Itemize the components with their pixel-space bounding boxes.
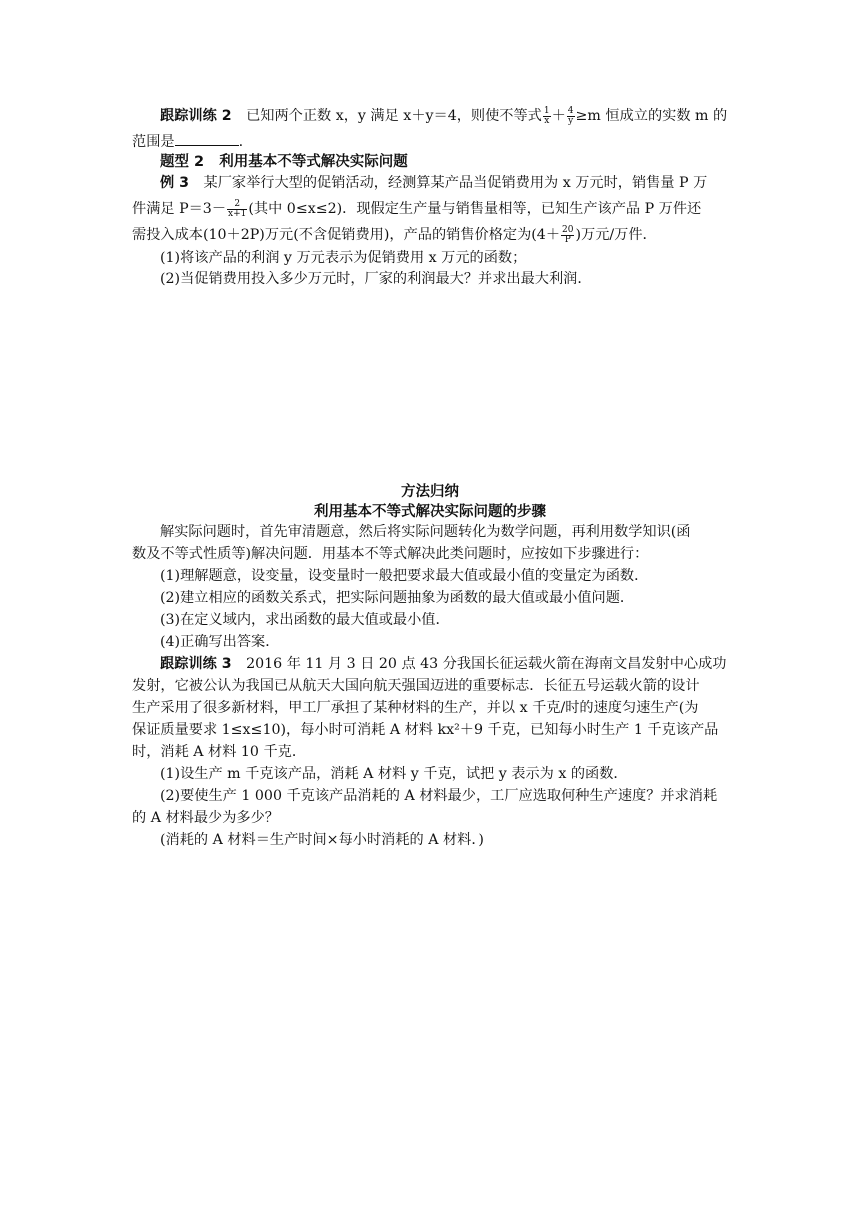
example3-text-1: 某厂家举行大型的促销活动，经测算某产品当促销费用为 x 万元时，销售量 P 万 bbox=[203, 175, 708, 191]
method-subtitle: 利用基本不等式解决实际问题的步骤 bbox=[314, 504, 546, 520]
example3-question-2: (2)当促销费用投入多少万元时，厂家的利润最大？并求出最大利润． bbox=[160, 271, 592, 287]
practice3-question-2-line2: 的 A 材料最少为多少？ bbox=[132, 810, 279, 826]
practice2-line1 bbox=[0, 105, 860, 127]
practice3-line4: 保证质量要求 1≤x≤10)，每小时可消耗 A 材料 kx²＋9 千克，已知每小时生产 1 千克该产品 bbox=[132, 722, 719, 738]
practice3-line1: 跟踪训练 3 2016 年 11 月 3 日 20 点 43 分我国长征运载火箭在海南文昌发射中心成功 bbox=[160, 656, 727, 672]
example3-line1 bbox=[0, 172, 860, 194]
practice2-range-label: 范围是 bbox=[132, 134, 175, 150]
practice3-line3: 生产采用了很多新材料，甲工厂承担了某种材料的生产，并以 x 千克/时的速度匀速生产(为 bbox=[132, 700, 699, 716]
example3-label: 例 3 bbox=[160, 175, 189, 191]
practice3-line2: 发射，它被公认为我国已从航天大国向航天强国迈进的重要标志．长征五号运载火箭的设计 bbox=[132, 678, 700, 694]
practice3-line5: 时，消耗 A 材料 10 千克． bbox=[132, 744, 307, 760]
practice2-line2: 范围是 . bbox=[0, 131, 860, 153]
method-step-1: (1)理解题意，设变量，设变量时一般把要求最大值或最小值的变量定为函数． bbox=[160, 568, 649, 584]
method-step-3: (3)在定义域内，求出函数的最大值或最小值． bbox=[160, 612, 450, 628]
practice2-fraction-1: $\frac{1}{x}$ bbox=[543, 105, 550, 126]
example3-question-1: (1)将该产品的利润 y 万元表示为促销费用 x 万元的函数； bbox=[160, 250, 527, 266]
practice2-plus: ＋ bbox=[551, 108, 566, 124]
method-title: 方法归纳 bbox=[401, 484, 459, 500]
example3-line3: 需投入成本(10＋2P)万元(不含促销费用)，产品的销售价格定为(4＋ $\frac{20}{P}$ )万元/万件． bbox=[132, 224, 657, 245]
method-step-2: (2)建立相应的函数关系式，把实际问题抽象为函数的最大值或最小值问题． bbox=[160, 590, 635, 606]
type2-title: 利用基本不等式解决实际问题 bbox=[219, 154, 408, 170]
example3-fraction-2: $\frac{20}{P}$ bbox=[562, 224, 574, 245]
type2-label: 题型 2 bbox=[160, 154, 205, 170]
example3-fraction-1: $\frac{2}{x+1}$ bbox=[228, 198, 247, 219]
method-step-4: (4)正确写出答案． bbox=[160, 634, 280, 650]
practice2-text-a: 已知两个正数 x，y 满足 x＋y＝4，则使不等式 bbox=[246, 108, 542, 124]
practice3-question-2-line1: (2)要使生产 1 000 千克该产品消耗的 A 材料最少，工厂应选取何种生产速度？并求消耗 bbox=[160, 788, 718, 804]
method-paragraph-line1: 解实际问题时，首先审清题意，然后将实际问题转化为数学问题，再利用数学知识(函 bbox=[160, 524, 691, 540]
practice3-label: 跟踪训练 3 bbox=[160, 656, 232, 672]
practice2-text-b: ≥m 恒成立的实数 m 的 bbox=[575, 108, 728, 124]
practice2-fraction-2: $\frac{4}{y}$ bbox=[567, 105, 574, 126]
type2-heading bbox=[0, 151, 860, 173]
example3-line2: 件满足 P＝3－ $\frac{2}{x+1}$ (其中 0≤x≤2)．现假定生产量与销售量相等，已知生产该产品 P 万件还 bbox=[132, 198, 702, 219]
method-paragraph-line2: 数及不等式性质等)解决问题．用基本不等式解决此类问题时，应按如下步骤进行： bbox=[132, 546, 649, 562]
practice3-note: (消耗的 A 材料＝生产时间×每小时消耗的 A 材料．) bbox=[160, 832, 484, 848]
answer-blank[interactable] bbox=[175, 131, 239, 146]
practice2-label: 跟踪训练 2 bbox=[160, 108, 232, 124]
practice3-question-1: (1)设生产 m 千克该产品，消耗 A 材料 y 千克，试把 y 表示为 x 的函数． bbox=[160, 766, 628, 782]
